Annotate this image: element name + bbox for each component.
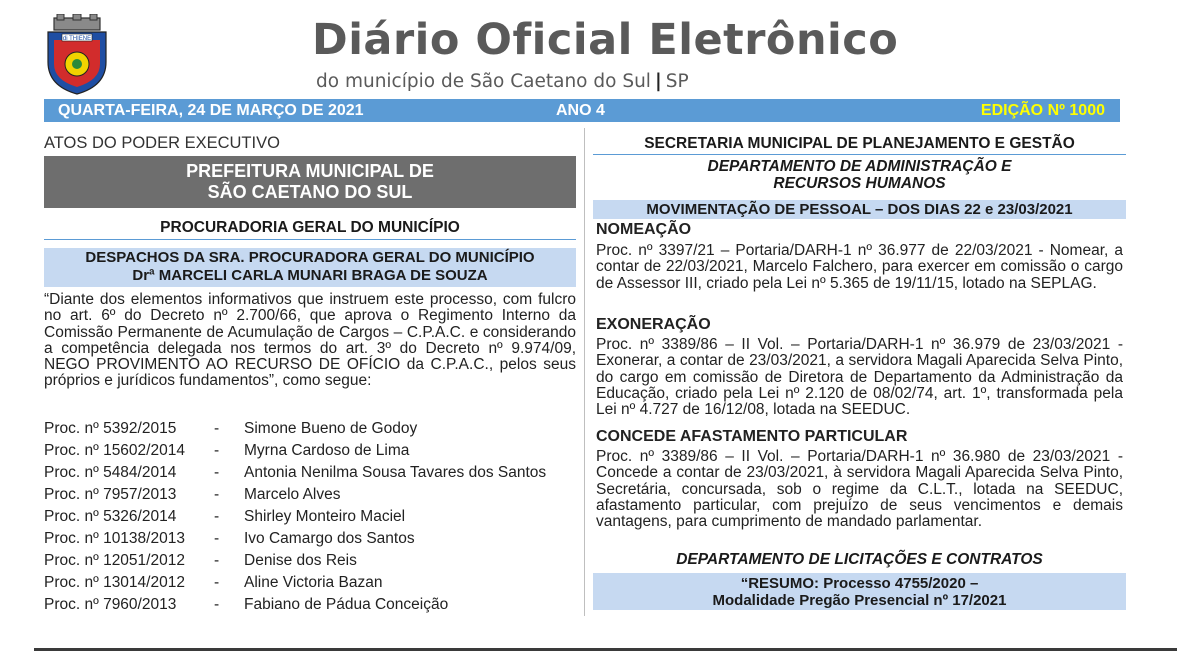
exoneracao-heading: EXONERAÇÃO [596, 316, 711, 333]
process-dash: - [214, 420, 220, 437]
issue-edition: EDIÇÃO Nº 1000 [980, 102, 1105, 119]
process-number: Proc. nº 5326/2014 [44, 508, 177, 525]
subtitle-city: do município de São Caetano do Sul [316, 71, 651, 92]
process-name: Aline Victoria Bazan [244, 574, 383, 591]
process-name: Fabiano de Pádua Conceição [244, 596, 449, 613]
process-name: Denise dos Reis [244, 552, 357, 569]
subtitle-separator: | [654, 71, 662, 92]
process-number: Proc. nº 15602/2014 [44, 442, 185, 459]
masthead-subtitle [316, 70, 689, 94]
process-dash: - [214, 508, 220, 525]
resumo-line-1: “RESUMO: Processo 4755/2020 – [740, 575, 979, 592]
process-number: Proc. nº 12051/2012 [44, 552, 185, 569]
section-title: ATOS DO PODER EXECUTIVO [44, 134, 280, 152]
prefeitura-line-1: PREFEITURA MUNICIPAL DE [186, 161, 434, 181]
process-number: Proc. nº 5484/2014 [44, 464, 177, 481]
resumo-banner [593, 573, 1126, 610]
process-name: Ivo Camargo dos Santos [244, 530, 415, 547]
exoneracao-paragraph: Proc. nº 3389/86 – II Vol. – Portaria/DARH-1 nº 36.979 de 23/03/2021 - Exonerar, a contar de 23/03/2021, a servidora Magali Aparecida Selva Pinto, do cargo em comissão de Diretora de Departamento da Administração da Educação, criado pela Lei nº 2.120 de 08/02/74, art. 1º, transformada pela Lei nº 4.727 de 16/12/08, lotada na SEEDUC. [596, 336, 1123, 419]
process-name: Simone Bueno de Godoy [244, 420, 418, 437]
process-dash: - [214, 530, 220, 547]
prefeitura-banner [44, 156, 576, 208]
resumo-line-2: Modalidade Pregão Presencial nº 17/2021 [712, 592, 1007, 609]
process-number: Proc. nº 7957/2013 [44, 486, 177, 503]
masthead-title: Diário Oficial Eletrônico [312, 15, 899, 65]
process-name: Shirley Monteiro Maciel [244, 508, 406, 525]
movimentacao-banner: MOVIMENTAÇÃO DE PESSOAL – DOS DIAS 22 e 23/03/2021 [593, 200, 1126, 219]
process-dash: - [214, 442, 220, 459]
issue-year: ANO 4 [556, 102, 605, 119]
dept-licitacoes-heading: DEPARTAMENTO DE LICITAÇÕES E CONTRATOS [676, 551, 1043, 568]
process-dash: - [214, 574, 220, 591]
despachos-paragraph: “Diante dos elementos informativos que instruem este processo, com fulcro no art. 6º do Decreto nº 2.700/66, que aprova o Regimento Interno da Comissão Permanente de Acumulação de Cargos – C.P.A.C. e considerando a competência delegada nos termos do art. 3º do Decreto nº 9.974/09, NEGO PROVIMENTO AO RECURSO DE OFÍCIO da C.P.A.C., pelos seus próprios e jurídicos fundamentos”, como segue: [44, 291, 576, 390]
dept-adm-line-1: DEPARTAMENTO DE ADMINISTRAÇÃO E [707, 158, 1012, 175]
process-dash: - [214, 596, 220, 613]
dept-administracao-heading [593, 158, 1126, 192]
subtitle-state: SP [665, 71, 689, 92]
procuradoria-heading: PROCURADORIA GERAL DO MUNICÍPIO [44, 217, 576, 240]
process-name: Myrna Cardoso de Lima [244, 442, 410, 459]
process-number: Proc. nº 5392/2015 [44, 420, 177, 437]
process-dash: - [214, 552, 220, 569]
afastamento-heading: CONCEDE AFASTAMENTO PARTICULAR [596, 428, 908, 445]
nomeacao-heading: NOMEAÇÃO [596, 221, 692, 238]
despachos-line-2: Drª MARCELI CARLA MUNARI BRAGA DE SOUZA [132, 267, 488, 284]
secretaria-heading: SECRETARIA MUNICIPAL DE PLANEJAMENTO E GESTÃO [593, 134, 1126, 155]
process-dash: - [214, 464, 220, 481]
process-name: Antonia Nenilma Sousa Tavares dos Santos [244, 464, 547, 481]
column-divider [584, 128, 585, 616]
dept-adm-line-2: RECURSOS HUMANOS [773, 175, 946, 192]
process-number: Proc. nº 10138/2013 [44, 530, 185, 547]
despachos-line-1: DESPACHOS DA SRA. PROCURADORA GERAL DO MUNICÍPIO [85, 249, 535, 266]
footer-rule [34, 648, 1177, 651]
prefeitura-line-2: SÃO CAETANO DO SUL [207, 182, 413, 202]
svg-text:di THIENE: di THIENE [62, 35, 92, 42]
process-number: Proc. nº 7960/2013 [44, 596, 177, 613]
afastamento-paragraph: Proc. nº 3389/86 – II Vol. – Portaria/DARH-1 nº 36.980 de 23/03/2021 - Concede a contar de 23/03/2021, à servidora Magali Aparecida Selva Pinto, Secretária, concursada, sob o regime da C.L.T., lotada na SEEDUC, afastamento particular, com prejuízo de seus vencimentos e demais vantagens, para cumprimento de mandado parlamentar. [596, 448, 1123, 531]
despachos-banner [44, 248, 576, 287]
process-name: Marcelo Alves [244, 486, 341, 503]
process-dash: - [214, 486, 220, 503]
nomeacao-paragraph: Proc. nº 3397/21 – Portaria/DARH-1 nº 36.977 de 22/03/2021 - Nomear, a contar de 22/03/2021, Marcelo Falchero, para exercer em comissão o cargo de Assessor III, criado pela Lei nº 5.365 de 19/11/15, lotado na SEPLAG. [596, 242, 1123, 292]
issue-date: QUARTA-FEIRA, 24 DE MARÇO DE 2021 [58, 102, 364, 119]
date-bar [44, 99, 1120, 122]
process-number: Proc. nº 13014/2012 [44, 574, 185, 591]
city-coat-of-arms-logo [42, 14, 112, 96]
